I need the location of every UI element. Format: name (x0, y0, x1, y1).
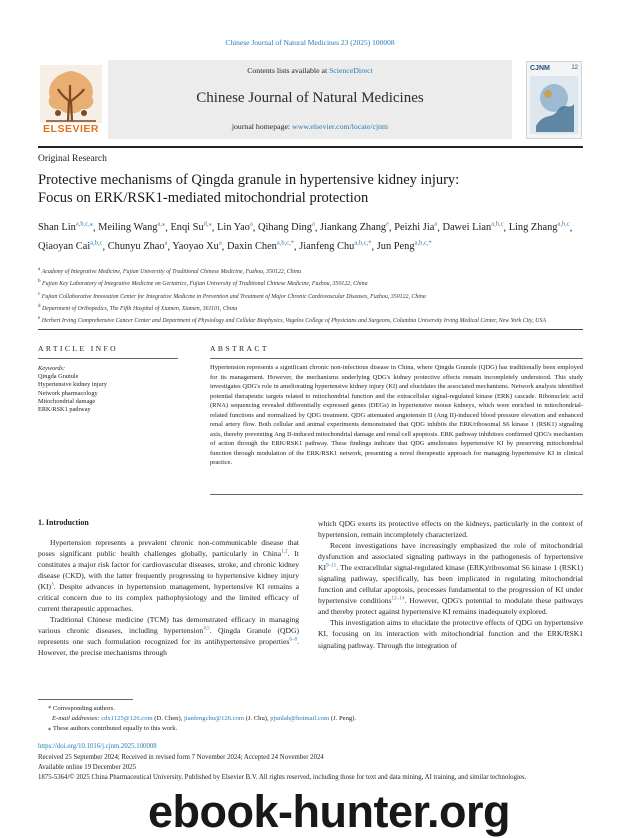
author-affiliation-marker[interactable]: a,b,c,* (276, 239, 295, 247)
author-affiliation-marker[interactable]: d,⁎ (203, 221, 212, 228)
affiliation-marker: d (38, 303, 41, 309)
intro-paragraph-2 (38, 614, 299, 658)
citation-link[interactable]: 1,2 (281, 548, 288, 555)
keyword: Qingda Granule (38, 373, 79, 381)
text-run: Hypertension represents a prevalent chronic non-communicable disease that poses significant public health challenges globally, particularly in China (38, 538, 299, 559)
keyword: Hypertensive kidney injury (38, 381, 107, 389)
intro-paragraph-4: This investigation aims to elucidate the protective effects of QDG on hypertensive KI, focusing on its interaction with mitochondrial function and the ERK/RSK1 signaling pathway. Through the integration of (318, 618, 583, 650)
author-name (98, 222, 165, 233)
intro-paragraph-1 (38, 537, 299, 614)
author-name-text: Qiaoyan Cai (38, 241, 91, 253)
author-name (227, 241, 294, 252)
author-name (38, 241, 103, 252)
contents-line (108, 66, 512, 75)
abstract-heading: ABSTRACT (210, 344, 269, 353)
author-name-text: Enqi Su (170, 222, 204, 234)
author-name-text: Peizhi Jia (394, 222, 435, 234)
copyright-notice: 1875-5364/© 2025 China Pharmaceutical University. Published by Elsevier B.V. All rights reserved, including those for text and data mining, AI training, and similar technologies. (38, 773, 527, 781)
email-owner: (J. Chu), (244, 715, 271, 722)
text-run: Recent investigations have increasingly emphasized the role of mitochondrial dysfunction and associated signaling pathways in the pathogenesis of hypertensive KI (318, 541, 583, 573)
author-name (394, 222, 437, 233)
author-name-text: Ling Zhang (508, 222, 558, 234)
author-name (442, 222, 503, 233)
intro-paragraph-2-continued: which QDG exerts its protective effects on the kidneys, particularly in the context of hypertension, remain incompletely characterized. (318, 519, 583, 540)
author-name (258, 222, 315, 233)
homepage-prefix: journal homepage: (231, 122, 293, 131)
author-name-text: Dawei Lian (442, 222, 492, 234)
intro-paragraph-3 (318, 540, 583, 617)
homepage-line (108, 122, 512, 131)
email-link[interactable]: jianfengchu@126.com (183, 715, 245, 722)
author-affiliation-marker[interactable]: a (434, 221, 438, 228)
homepage-link[interactable]: www.elsevier.com/locate/cjnm (292, 122, 389, 131)
email-label: E-mail addresses: (52, 715, 102, 722)
footnotes (38, 704, 583, 734)
affiliation-text: Herbert Irving Comprehensive Cancer Center and Department of Physiology and Cellular Biophysics, Vagelos College of Physicians and Surgeons, Columbia University Irving Medical Center, New York City, USA (41, 318, 546, 325)
author-name (38, 222, 93, 233)
author-name (217, 222, 253, 233)
text-run: Traditional Chinese medicine (TCM) has demonstrated efficacy in managing various chronic diseases, including hypertension (38, 615, 299, 636)
author-affiliation-marker[interactable]: a,b,c (491, 221, 504, 228)
publisher-wordmark: ELSEVIER (43, 123, 99, 135)
affiliation-item (38, 290, 583, 302)
email-owner: (D. Chen), (152, 715, 184, 722)
author-affiliation-marker[interactable]: a,b,c,* (354, 239, 372, 247)
author-affiliation-marker[interactable]: a,⁎ (157, 221, 166, 228)
received-dates: Received 25 September 2024; Received in revised form 7 November 2024; Accepted 24 November 2024 (38, 754, 324, 761)
text-run: . It constitutes a major risk factor for cardiovascular diseases, stroke, and chronic kidney disease (CKD), with the latter frequently progressing to hypertensive kidney injury (KI) (38, 549, 300, 592)
keyword: ERK/RSK1 pathway (38, 406, 91, 414)
text-run: . However, QDG's potential to modulate these pathways and thereby protect against hypertensive KI remains inadequately explored. (318, 596, 583, 617)
author-affiliation-marker[interactable]: a,b,c (557, 221, 570, 228)
keywords-label: Keywords: (38, 365, 66, 372)
journal-title: Chinese Journal of Natural Medicines (196, 90, 424, 106)
author-affiliation-marker[interactable]: a (311, 221, 315, 228)
affiliation-item (38, 302, 583, 314)
author-name (377, 241, 432, 252)
journal-reference[interactable]: Chinese Journal of Natural Medicines 23 (2025) 100008 (225, 38, 395, 47)
intro-left-column (38, 537, 299, 659)
affiliation-text: Fujian Key Laboratory of Integrative Medicine on Geriatrics, Fujian University of Traditional Chinese Medicine, Fuzhou, 350122, China (41, 281, 368, 288)
author-affiliation-marker[interactable]: a (218, 239, 222, 247)
citation-link[interactable]: 3 (51, 581, 54, 588)
author-affiliation-marker[interactable]: a,b,c,⁎ (75, 221, 93, 228)
article-title (38, 171, 583, 207)
sciencedirect-link[interactable]: ScienceDirect (329, 66, 373, 75)
author-name-text: Chunyu Zhao (107, 241, 165, 253)
author-affiliation-marker[interactable]: e (386, 221, 390, 228)
elsevier-logo (38, 63, 104, 137)
email-link[interactable]: cdx1125@126.com (101, 715, 153, 722)
affiliation-text: Fujian Collaborative Innovation Center for Integrative Medicine in Prevention and Treatment of Major Chronic Cardiovascular Diseases, Fuzhou, 350122, China (41, 293, 426, 300)
cover-art-icon (530, 76, 578, 134)
journal-header (108, 60, 512, 139)
author-name (170, 222, 211, 233)
intro-right-column (318, 518, 583, 651)
corresponding-note: * Corresponding authors. (48, 705, 115, 712)
affiliation-marker: c (38, 291, 41, 297)
keyword: Mitochondrial damage (38, 397, 96, 405)
author-name-text: Yaoyao Xu (172, 241, 219, 253)
title-line-2: Focus on ERK/RSK1-mediated mitochondrial protection (38, 190, 369, 206)
doi-link[interactable]: https://doi.org/10.1016/j.cjnm.2025.100008 (38, 743, 157, 750)
author-name (509, 222, 570, 233)
publication-dates (38, 753, 583, 783)
email-owner: (J. Peng). (329, 715, 357, 722)
footnote-divider (38, 699, 133, 700)
citation-link[interactable]: 12–14 (391, 595, 405, 602)
contents-prefix: Contents lists available at (247, 66, 330, 75)
text-run: . However, the precise mechanisms through (38, 637, 299, 658)
author-affiliation-marker[interactable]: a (249, 221, 253, 228)
available-online: Available online 19 December 2025 (38, 763, 137, 771)
author-affiliation-marker[interactable]: a (164, 239, 168, 247)
text-run: . The extracellular signal-regulated kinase (ERK)/ribosomal S6 kinase 1 (RSK1) signaling pathway, specifically, has been implicated in regulating mitochondrial function and cellular apoptosis, processes fundamental to the progression of KI under hypertensive conditions (318, 563, 583, 606)
keywords-block (38, 365, 178, 414)
citation-link[interactable]: 6–8 (289, 636, 298, 643)
article-type: Original Research (38, 154, 107, 164)
abstract-text: Hypertension represents a significant chronic non-infectious disease in China, where Qingda Granule (QDG) has traditionally been employed for its management. However, the mechanisms underlying QDG's kidney protective effects remain incompletely understood. This study investigates QDG's role in ameliorating hypertensive kidney injury (KI) and elucidates the associated mechanisms. Network analysis identified potential therapeutic targets related to mitochondrial function and the extracellular signal-regulated kinase (ERK) cascade. Ribonucleic acid (RNA) sequencing revealed differentially expressed genes (DEGs) in hypertensive mouse kidneys, which were enriched in mitochondrial-related functions and normalized by QDG treatment. QDG attenuated angiotensin II (Ang II)-induced blood pressure elevation and enhanced renal artery flow. Both cellular and animal experiments demonstrated that QDG inhibits the ERK/ribosomal S6 kinase 1 (RSK1) signaling axis, thereby preventing Ang II-induced mitochondrial damage and renal cell apoptosis. ERK pathway inhibitors confirmed QDG's mechanism of action through the ERK/RSK1 pathway. These findings indicate that QDG ameliorates hypertensive KI by preserving mitochondrial function through modulation of the ERK/RSK1 network, presenting a novel therapeutic approach for managing hypertensive KI in clinical practice. (210, 364, 583, 467)
affiliation-marker: e (38, 316, 41, 322)
author-affiliation-marker[interactable]: a,b,c,* (414, 239, 432, 247)
author-name-text: Jun Peng (376, 241, 415, 253)
author-name-text: Jiankang Zhang (320, 222, 387, 234)
affiliation-text: Academy of Integrative Medicine, Fujian University of Traditional Chinese Medicine, Fuzhou, 350122, China (41, 268, 302, 275)
affiliation-list (38, 265, 583, 326)
affiliation-text: Department of Orthopedics, The Fifth Hospital of Xiamen, Xiamen, 361101, China (41, 305, 238, 312)
cover-title: CJNM (530, 65, 550, 72)
author-name-text: Qihang Ding (257, 222, 312, 234)
author-name (320, 222, 389, 233)
section-heading-introduction: 1. Introduction (38, 518, 89, 527)
author-name-text: Shan Lin (38, 222, 76, 234)
title-line-1: Protective mechanisms of Qingda granule in hypertensive kidney injury: (38, 172, 460, 188)
author-list: Shan Lin$^{a,b,c,⁎}$, Meiling Wang$^{a,⁎}$, Enqi $Su^{d,⁎}$, Lin Yao$^a$, Qihang Ding$^a$, Jiankang Zhang$^e$, Peizhi Jia$^a$, Dawei Lian$^{a,b,c}$, Ling Zhang$^{a,b,c}$, Qiaoyan Cai$^{a,b,c}$, Chunyu Zhao$^a$, Yaoyao Xu$^a$, Daxin Chen$^{a,b,c,*}$, Jianfeng Chu$^{a,b,c,*}$, Jun Peng$^{a,b,c,*}$ (38, 221, 573, 253)
article-info-rule (38, 358, 178, 359)
author-name (108, 241, 168, 252)
journal-cover-image (526, 61, 582, 139)
affiliation-item (38, 265, 583, 277)
author-name-text: Meiling Wang (98, 222, 158, 234)
author-name (299, 241, 371, 252)
citation-link[interactable]: 4,5 (203, 625, 210, 632)
text-run: . Despite advances in hypertension management, hypertensive KI remains a critical concern due to its complex pathophysiology and the limited efficacy of current therapeutic approaches. (38, 582, 299, 614)
author-name-text: Lin Yao (216, 222, 250, 234)
author-name-text: Daxin Chen (226, 241, 277, 253)
keyword: Network pharmacology (38, 389, 98, 397)
affiliation-item (38, 277, 583, 289)
affiliation-item (38, 314, 583, 326)
text-run: . Qingda Granule (QDG) represents one such formulation recognized for its antihypertensive properties (38, 626, 299, 647)
abstract-bottom-rule (210, 494, 583, 495)
article-info-heading: ARTICLE INFO (38, 344, 119, 353)
affiliation-divider (38, 329, 583, 330)
author-name-text: Jianfeng Chu (299, 241, 355, 253)
header-divider (38, 146, 583, 148)
cover-issue: 12 (571, 65, 578, 71)
affiliation-marker: b (38, 279, 41, 285)
watermark: ebook-hunter.org (148, 786, 510, 837)
author-affiliation-marker[interactable]: a,b,c (90, 239, 103, 247)
abstract-rule (210, 358, 583, 359)
citation-link[interactable]: 9–11 (326, 562, 337, 569)
affiliation-marker: a (38, 267, 41, 272)
email-link[interactable]: pjunlab@hotmail.com (270, 715, 330, 722)
equal-contribution-note: ⁎ These authors contributed equally to this work. (48, 725, 178, 732)
author-name (172, 241, 221, 252)
email-line (38, 714, 583, 724)
